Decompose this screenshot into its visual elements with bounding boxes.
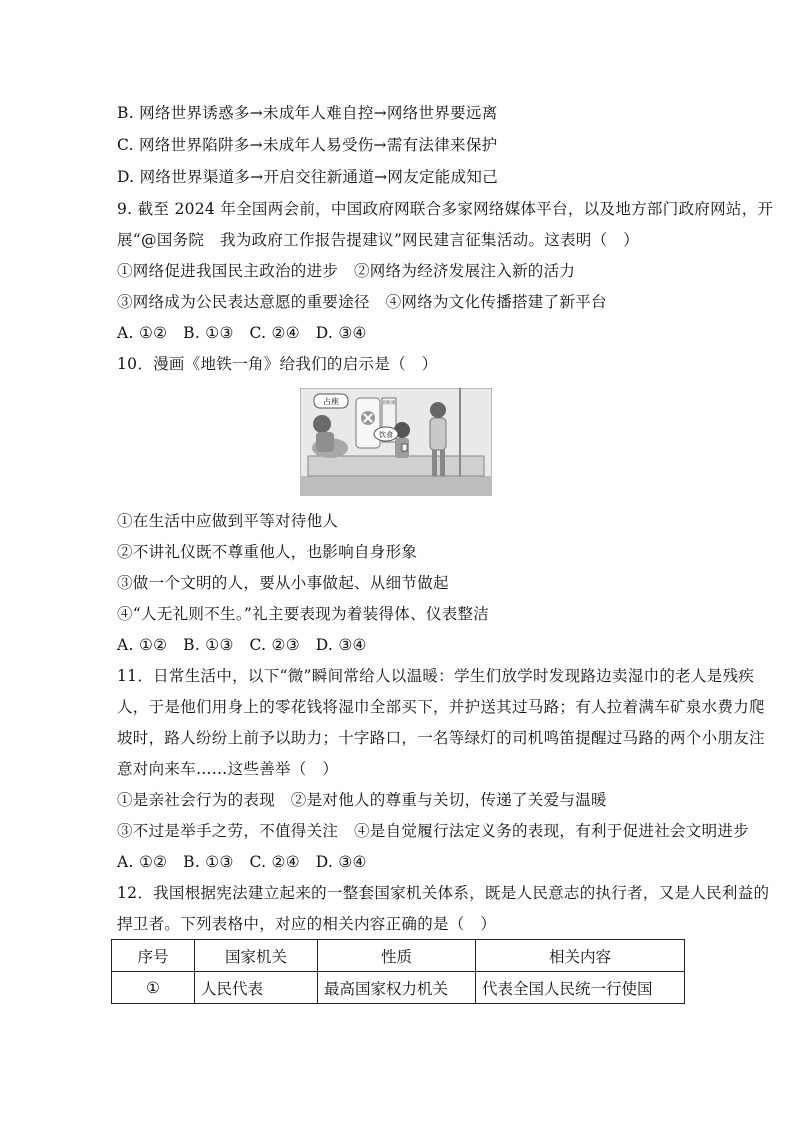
subway-comic-image (300, 388, 492, 496)
cell-nature: 最高国家权力机关 (318, 972, 476, 1004)
q10-statement-4: ④“人无礼则不生。”礼主要表现为着装得体、仪表整洁 (117, 605, 490, 623)
q11-statements-2: ③不过是举手之劳，不值得关注 ④是自觉履行法定义务的表现，有利于促进社会文明进步 (117, 822, 750, 840)
q9-stem-line1: 9. 截至 2024 年全国两会前，中国政府网联合多家网络媒体平台，以及地方部门政府网站，开 (117, 200, 774, 218)
cell-organ: 人民代表 (195, 972, 318, 1004)
q11-answers: A. ①② B. ①③ C. ②④ D. ③④ (117, 853, 367, 871)
header-number: 序号 (112, 940, 195, 972)
comic-sign (383, 399, 395, 406)
label-drink: 饮食 (379, 431, 393, 439)
cell-number: ① (112, 972, 195, 1004)
cell-content: 代表全国人民统一行使国 (476, 972, 685, 1004)
q10-statement-3: ③做一个文明的人，要从小事做起、从细节做起 (117, 574, 449, 592)
q10-stem: 10．漫画《地铁一角》给我们的启示是（ ） (117, 355, 438, 373)
q9-stem-line2: 展“@国务院 我为政府工作报告提建议”网民建言征集活动。这表明（ ） (117, 231, 640, 249)
q9-statements-2: ③网络成为公民表达意愿的重要途径 ④网络为文化传播搭建了新平台 (117, 293, 607, 311)
q9-answers: A. ①② B. ①③ C. ②④ D. ③④ (117, 324, 367, 342)
q12-stem-line1: 12．我国根据宪法建立起来的一整套国家机关体系，既是人民意志的执行者，又是人民利益的 (117, 884, 770, 902)
q11-stem-line3: 坡时，路人纷纷上前予以助力；十字路口，一名等绿灯的司机鸣笛提醒过马路的两个小朋友注 (117, 729, 765, 747)
option-c: C. 网络世界陷阱多→未成年人易受伤→需有法律来保护 (117, 136, 498, 154)
q11-statements-1: ①是亲社会行为的表现 ②是对他人的尊重与关切，传递了关爱与温暖 (117, 791, 607, 809)
q11-stem-line2: 人，于是他们用身上的零花钱将湿巾全部买下，并护送其过马路；有人拉着满车矿泉水费力爬 (117, 698, 765, 716)
header-nature: 性质 (318, 940, 476, 972)
q12-stem-line2: 捍卫者。下列表格中，对应的相关内容正确的是（ ） (117, 915, 497, 933)
state-organs-table (111, 939, 685, 1004)
q10-statement-2: ②不讲礼仪既不尊重他人，也影响自身形象 (117, 543, 418, 561)
label-seat: 占座 (323, 397, 339, 406)
q10-statement-1: ①在生活中应做到平等对待他人 (117, 512, 339, 530)
header-content: 相关内容 (476, 940, 685, 972)
q11-stem-line1: 11．日常生活中，以下“微”瞬间常给人以温暖：学生们放学时发现路边卖湿巾的老人是残疾 (117, 667, 755, 685)
table-header-row (112, 940, 685, 972)
option-d: D. 网络世界渠道多→开启交往新通道→网友定能成知己 (117, 168, 499, 186)
header-organ: 国家机关 (195, 940, 318, 972)
option-b: B. 网络世界诱惑多→未成年人难自控→网络世界要远离 (117, 104, 498, 122)
q11-stem-line4: 意对向来车……这些善举（ ） (117, 760, 339, 778)
q10-answers: A. ①② B. ①③ C. ②③ D. ③④ (117, 636, 367, 654)
q9-statements-1: ①网络促进我国民主政治的进步 ②网络为经济发展注入新的活力 (117, 262, 576, 280)
table-row (112, 972, 685, 1004)
